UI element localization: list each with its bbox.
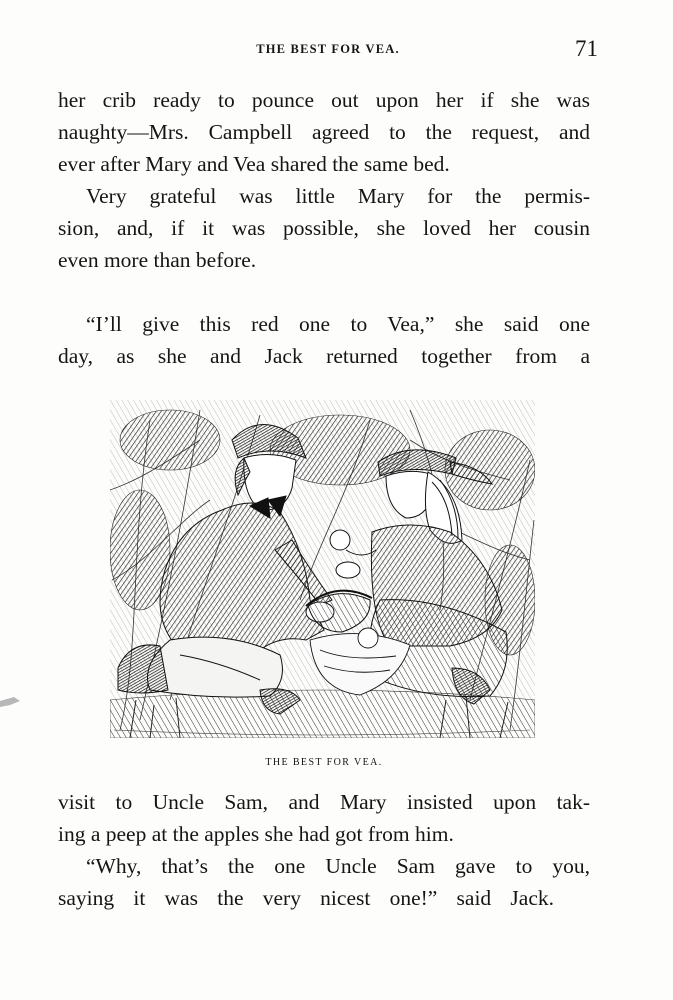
page-header (58, 38, 598, 62)
engraving-illustration (110, 400, 535, 738)
page-number: 71 (575, 36, 598, 61)
text-line: her crib ready to pounce out upon her if she was (58, 88, 590, 112)
text-line: day, as she and Jack returned together from a (58, 344, 590, 368)
paper-edge-mark (0, 695, 20, 709)
text-line: Very grateful was little Mary for the permis- (86, 184, 590, 208)
text-line: even more than before. (58, 248, 257, 272)
illustration-caption: THE BEST FOR VEA. (265, 757, 383, 768)
text-line: saying it was the very nicest one!” said Jack. (58, 886, 554, 910)
text-line: naughty—Mrs. Campbell agreed to the request, and (58, 120, 590, 144)
text-line: “I’ll give this red one to Vea,” she said one (86, 312, 590, 336)
text-line: “Why, that’s the one Uncle Sam gave to you, (86, 854, 590, 878)
running-head: THE BEST FOR VEA. (256, 42, 400, 56)
text-line: sion, and, if it was possible, she loved her cousin (58, 216, 590, 240)
text-line: visit to Uncle Sam, and Mary insisted upon tak- (58, 790, 590, 814)
text-line: ing a peep at the apples she had got from him. (58, 822, 454, 846)
text-line: ever after Mary and Vea shared the same bed. (58, 152, 450, 176)
